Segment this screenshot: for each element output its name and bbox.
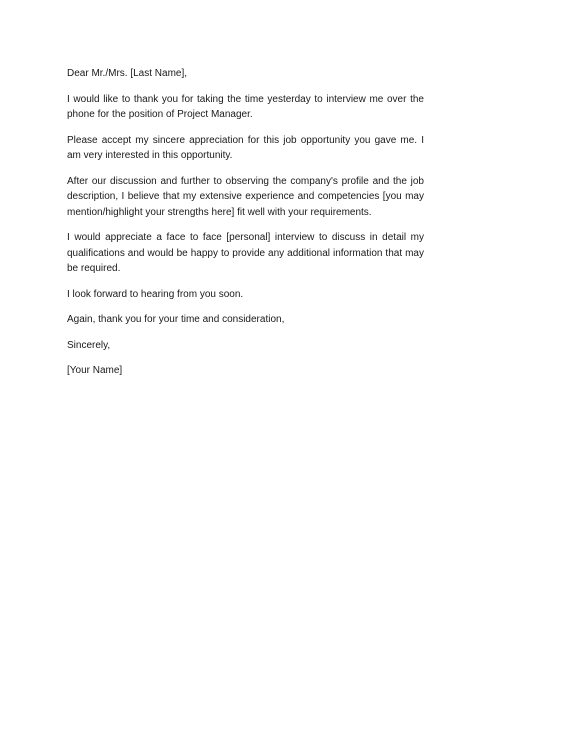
paragraph-appreciation: Please accept my sincere appreciation for this job opportunity you gave me. I am very interested in this opportunity. (67, 134, 424, 161)
letter-body (67, 66, 424, 389)
paragraph-thank-you: I would like to thank you for taking the time yesterday to interview me over the phone for the position of Project Manager. (67, 93, 424, 120)
paragraph-interview-request: I would appreciate a face to face [personal] interview to discuss in detail my qualifications and would be happy to provide any additional information that may be required. (67, 232, 424, 274)
paragraph-experience: After our discussion and further to observing the company's profile and the job description, I believe that my extensive experience and competencies [you may mention/highlight your strengths here] fit well with your requirements. (67, 175, 424, 218)
paragraph-look-forward: I look forward to hearing from you soon. (67, 288, 244, 300)
closing: Sincerely, (67, 339, 111, 351)
salutation: Dear Mr./Mrs. [Last Name], (67, 68, 188, 79)
paragraph-thanks-again: Again, thank you for your time and consideration, (67, 314, 285, 325)
signature: [Your Name] (67, 365, 123, 376)
